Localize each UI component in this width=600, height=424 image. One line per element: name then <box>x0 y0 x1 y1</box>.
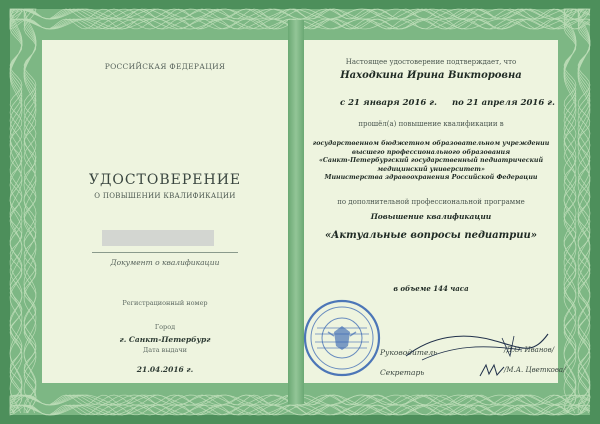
institution-line: государственном бюджетном образовательном учреждении <box>312 140 550 147</box>
registration-label: Регистрационный номер <box>122 299 208 307</box>
passed-text: прошёл(а) повышение квалификации в <box>358 120 504 128</box>
period-to: по 21 апреля 2016 г. <box>452 98 555 108</box>
head-name: /Д.О. Иванов/ <box>504 346 555 354</box>
program-name: «Актуальные вопросы педиатрии» <box>324 230 538 241</box>
country-heading: РОССИЙСКАЯ ФЕДЕРАЦИЯ <box>104 62 226 71</box>
head-signature <box>402 326 555 366</box>
intro-text: Настоящее удостоверение подтверждает, что <box>345 58 517 66</box>
document-subtitle: О ПОВЫШЕНИИ КВАЛИФИКАЦИИ <box>94 192 236 200</box>
issue-date-label: Дата выдачи <box>142 346 188 354</box>
official-stamp <box>302 298 382 378</box>
holder-name: Находкина Ирина Викторовна <box>340 70 522 81</box>
redacted-doc-number <box>102 230 214 246</box>
secretary-signature <box>478 362 508 380</box>
secretary-name: /М.А. Цветкова/ <box>504 366 566 374</box>
institution-block <box>304 140 558 183</box>
period-from: с 21 января 2016 г. <box>340 98 437 108</box>
volume-hours: в объеме 144 часа <box>393 284 469 293</box>
left-page <box>42 40 288 383</box>
secretary-label: Секретарь <box>380 368 425 377</box>
document-title: УДОСТОВЕРЕНИЕ <box>88 172 242 188</box>
program-intro: по дополнительной профессиональной программе <box>337 198 525 206</box>
city-label: Город <box>154 323 176 331</box>
institution-line: Министерства здравоохранения Российской Федерации <box>324 174 538 182</box>
institution-line: высшего профессионального образования <box>351 148 511 156</box>
issue-date-value: 21.04.2016 г. <box>136 365 194 374</box>
program-type: Повышение квалификации <box>370 212 492 221</box>
doc-number-rule <box>92 252 238 253</box>
city-value: г. Санкт-Петербург <box>119 335 211 344</box>
head-label: Руководитель <box>380 348 438 357</box>
document-label: Документ о квалификации <box>110 258 220 267</box>
institution-line: медицинский университет» <box>377 165 485 173</box>
institution-line: «Санкт-Петербургский государственный педиатрический <box>318 157 544 165</box>
